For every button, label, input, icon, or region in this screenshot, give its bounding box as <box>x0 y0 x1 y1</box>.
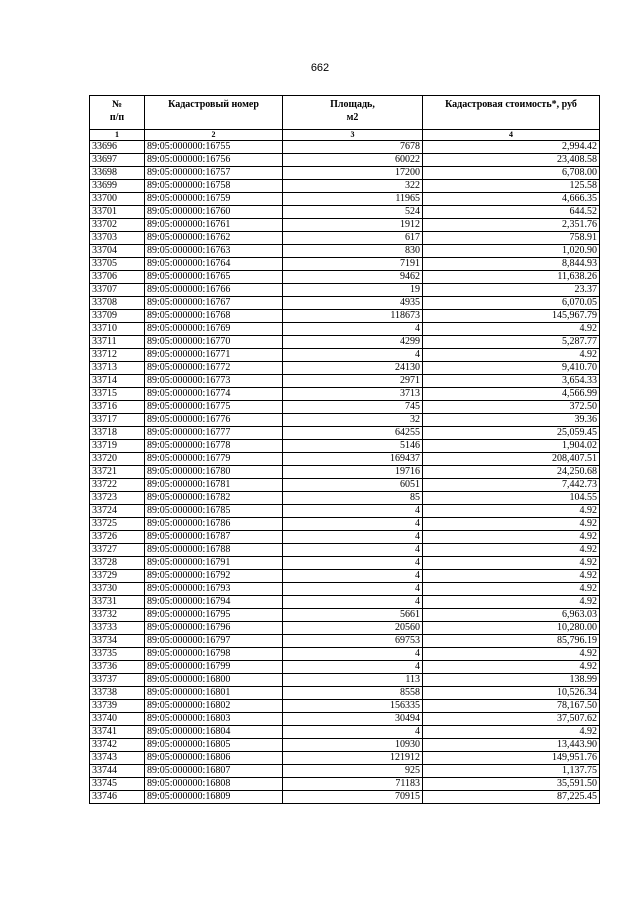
row-number-cell: 33705 <box>90 258 145 271</box>
cadastral-cost-cell: 4.92 <box>423 557 600 570</box>
area-cell: 617 <box>283 232 423 245</box>
cadastral-cost-cell: 7,442.73 <box>423 479 600 492</box>
row-number-cell: 33734 <box>90 635 145 648</box>
area-cell: 32 <box>283 414 423 427</box>
row-number-cell: 33696 <box>90 141 145 154</box>
area-cell: 8558 <box>283 687 423 700</box>
row-number-cell: 33736 <box>90 661 145 674</box>
cadastral-cost-cell: 4.92 <box>423 531 600 544</box>
table-row <box>90 336 600 349</box>
row-number-cell: 33707 <box>90 284 145 297</box>
cadastral-number-cell: 89:05:000000:16800 <box>145 674 283 687</box>
cadastral-cost-cell: 37,507.62 <box>423 713 600 726</box>
header-row-number: № п/п <box>90 96 145 130</box>
row-number-cell: 33717 <box>90 414 145 427</box>
cadastral-cost-cell: 149,951.76 <box>423 752 600 765</box>
cadastral-number-cell: 89:05:000000:16779 <box>145 453 283 466</box>
table-row <box>90 518 600 531</box>
row-number-cell: 33714 <box>90 375 145 388</box>
area-cell: 121912 <box>283 752 423 765</box>
table-row <box>90 297 600 310</box>
table-row <box>90 752 600 765</box>
table-row <box>90 180 600 193</box>
table-row <box>90 609 600 622</box>
row-number-cell: 33697 <box>90 154 145 167</box>
column-number-row <box>90 130 600 141</box>
row-number-cell: 33723 <box>90 492 145 505</box>
cadastral-number-cell: 89:05:000000:16781 <box>145 479 283 492</box>
area-cell: 11965 <box>283 193 423 206</box>
table-row <box>90 245 600 258</box>
cadastral-number-cell: 89:05:000000:16780 <box>145 466 283 479</box>
table-row <box>90 232 600 245</box>
cadastral-cost-cell: 4.92 <box>423 648 600 661</box>
cadastral-number-cell: 89:05:000000:16788 <box>145 544 283 557</box>
cadastral-number-cell: 89:05:000000:16801 <box>145 687 283 700</box>
area-cell: 169437 <box>283 453 423 466</box>
row-number-cell: 33731 <box>90 596 145 609</box>
cadastral-table <box>89 95 600 804</box>
cadastral-number-cell: 89:05:000000:16804 <box>145 726 283 739</box>
table-row <box>90 674 600 687</box>
area-cell: 69753 <box>283 635 423 648</box>
table-row <box>90 271 600 284</box>
table-row <box>90 258 600 271</box>
cadastral-cost-cell: 4.92 <box>423 544 600 557</box>
cadastral-cost-cell: 10,526.34 <box>423 687 600 700</box>
cadastral-cost-cell: 4.92 <box>423 570 600 583</box>
cadastral-number-cell: 89:05:000000:16772 <box>145 362 283 375</box>
area-cell: 4 <box>283 531 423 544</box>
cadastral-number-cell: 89:05:000000:16778 <box>145 440 283 453</box>
cadastral-cost-cell: 25,059.45 <box>423 427 600 440</box>
cadastral-number-cell: 89:05:000000:16760 <box>145 206 283 219</box>
row-number-cell: 33709 <box>90 310 145 323</box>
table-row <box>90 648 600 661</box>
row-number-cell: 33738 <box>90 687 145 700</box>
cadastral-cost-cell: 1,020.90 <box>423 245 600 258</box>
cadastral-cost-cell: 6,963.03 <box>423 609 600 622</box>
table-row <box>90 141 600 154</box>
page-number: 662 <box>310 62 330 74</box>
cadastral-number-cell: 89:05:000000:16768 <box>145 310 283 323</box>
header-row <box>90 96 600 130</box>
cadastral-number-cell: 89:05:000000:16791 <box>145 557 283 570</box>
cadastral-cost-cell: 125.58 <box>423 180 600 193</box>
table-row <box>90 726 600 739</box>
cadastral-cost-cell: 10,280.00 <box>423 622 600 635</box>
cadastral-cost-cell: 4,666.35 <box>423 193 600 206</box>
cadastral-number-cell: 89:05:000000:16803 <box>145 713 283 726</box>
row-number-cell: 33729 <box>90 570 145 583</box>
cadastral-number-cell: 89:05:000000:16766 <box>145 284 283 297</box>
cadastral-number-cell: 89:05:000000:16764 <box>145 258 283 271</box>
cadastral-cost-cell: 372.50 <box>423 401 600 414</box>
cadastral-number-cell: 89:05:000000:16770 <box>145 336 283 349</box>
row-number-cell: 33710 <box>90 323 145 336</box>
cadastral-number-cell: 89:05:000000:16785 <box>145 505 283 518</box>
area-cell: 830 <box>283 245 423 258</box>
row-number-cell: 33715 <box>90 388 145 401</box>
row-number-cell: 33732 <box>90 609 145 622</box>
cadastral-number-cell: 89:05:000000:16782 <box>145 492 283 505</box>
table-row <box>90 479 600 492</box>
cadastral-number-cell: 89:05:000000:16808 <box>145 778 283 791</box>
cadastral-number-cell: 89:05:000000:16807 <box>145 765 283 778</box>
row-number-cell: 33746 <box>90 791 145 804</box>
area-cell: 2971 <box>283 375 423 388</box>
cadastral-cost-cell: 11,638.26 <box>423 271 600 284</box>
cadastral-cost-cell: 23,408.58 <box>423 154 600 167</box>
row-number-cell: 33725 <box>90 518 145 531</box>
cadastral-cost-cell: 35,591.50 <box>423 778 600 791</box>
cadastral-number-cell: 89:05:000000:16773 <box>145 375 283 388</box>
area-cell: 4 <box>283 726 423 739</box>
table-row <box>90 583 600 596</box>
cadastral-number-cell: 89:05:000000:16757 <box>145 167 283 180</box>
row-number-cell: 33701 <box>90 206 145 219</box>
row-number-cell: 33719 <box>90 440 145 453</box>
column-number: 1 <box>90 130 145 141</box>
cadastral-cost-cell: 5,287.77 <box>423 336 600 349</box>
cadastral-cost-cell: 4.92 <box>423 349 600 362</box>
table-row <box>90 791 600 804</box>
table-row <box>90 570 600 583</box>
cadastral-number-cell: 89:05:000000:16776 <box>145 414 283 427</box>
cadastral-number-cell: 89:05:000000:16796 <box>145 622 283 635</box>
cadastral-number-cell: 89:05:000000:16765 <box>145 271 283 284</box>
area-cell: 4299 <box>283 336 423 349</box>
cadastral-cost-cell: 4.92 <box>423 323 600 336</box>
table-row <box>90 154 600 167</box>
table-row <box>90 427 600 440</box>
area-cell: 71183 <box>283 778 423 791</box>
area-cell: 10930 <box>283 739 423 752</box>
area-cell: 745 <box>283 401 423 414</box>
table-row <box>90 687 600 700</box>
table-row <box>90 596 600 609</box>
row-number-cell: 33730 <box>90 583 145 596</box>
cadastral-cost-cell: 4,566.99 <box>423 388 600 401</box>
row-number-cell: 33737 <box>90 674 145 687</box>
area-cell: 17200 <box>283 167 423 180</box>
cadastral-cost-cell: 24,250.68 <box>423 466 600 479</box>
row-number-cell: 33727 <box>90 544 145 557</box>
cadastral-cost-cell: 4.92 <box>423 726 600 739</box>
row-number-cell: 33702 <box>90 219 145 232</box>
header-cadastral-cost: Кадастровая стоимость*, руб <box>423 96 600 130</box>
area-cell: 5146 <box>283 440 423 453</box>
area-cell: 19716 <box>283 466 423 479</box>
cadastral-cost-cell: 4.92 <box>423 505 600 518</box>
cadastral-cost-cell: 87,225.45 <box>423 791 600 804</box>
row-number-cell: 33735 <box>90 648 145 661</box>
area-cell: 4 <box>283 596 423 609</box>
cadastral-cost-cell: 138.99 <box>423 674 600 687</box>
row-number-cell: 33708 <box>90 297 145 310</box>
cadastral-cost-cell: 4.92 <box>423 661 600 674</box>
cadastral-cost-cell: 4.92 <box>423 518 600 531</box>
cadastral-cost-cell: 3,654.33 <box>423 375 600 388</box>
area-cell: 4 <box>283 583 423 596</box>
row-number-cell: 33706 <box>90 271 145 284</box>
area-cell: 4 <box>283 323 423 336</box>
table-row <box>90 453 600 466</box>
table-row <box>90 505 600 518</box>
table-row <box>90 557 600 570</box>
cadastral-cost-cell: 23.37 <box>423 284 600 297</box>
cadastral-number-cell: 89:05:000000:16761 <box>145 219 283 232</box>
cadastral-cost-cell: 644.52 <box>423 206 600 219</box>
row-number-cell: 33724 <box>90 505 145 518</box>
area-cell: 925 <box>283 765 423 778</box>
row-number-cell: 33699 <box>90 180 145 193</box>
cadastral-number-cell: 89:05:000000:16755 <box>145 141 283 154</box>
area-cell: 4 <box>283 349 423 362</box>
cadastral-number-cell: 89:05:000000:16758 <box>145 180 283 193</box>
cadastral-cost-cell: 104.55 <box>423 492 600 505</box>
cadastral-cost-cell: 2,351.76 <box>423 219 600 232</box>
cadastral-cost-cell: 13,443.90 <box>423 739 600 752</box>
area-cell: 4 <box>283 518 423 531</box>
area-cell: 64255 <box>283 427 423 440</box>
table-row <box>90 167 600 180</box>
table-row <box>90 635 600 648</box>
cadastral-number-cell: 89:05:000000:16797 <box>145 635 283 648</box>
cadastral-number-cell: 89:05:000000:16787 <box>145 531 283 544</box>
row-number-cell: 33703 <box>90 232 145 245</box>
cadastral-cost-cell: 208,407.51 <box>423 453 600 466</box>
cadastral-cost-cell: 4.92 <box>423 596 600 609</box>
cadastral-number-cell: 89:05:000000:16795 <box>145 609 283 622</box>
row-number-cell: 33728 <box>90 557 145 570</box>
row-number-cell: 33720 <box>90 453 145 466</box>
area-cell: 113 <box>283 674 423 687</box>
cadastral-number-cell: 89:05:000000:16771 <box>145 349 283 362</box>
row-number-cell: 33739 <box>90 700 145 713</box>
cadastral-cost-cell: 8,844.93 <box>423 258 600 271</box>
row-number-cell: 33733 <box>90 622 145 635</box>
column-number: 3 <box>283 130 423 141</box>
cadastral-cost-cell: 9,410.70 <box>423 362 600 375</box>
cadastral-number-cell: 89:05:000000:16809 <box>145 791 283 804</box>
table-row <box>90 323 600 336</box>
row-number-cell: 33700 <box>90 193 145 206</box>
table-row <box>90 310 600 323</box>
cadastral-number-cell: 89:05:000000:16769 <box>145 323 283 336</box>
area-cell: 4 <box>283 505 423 518</box>
column-number: 2 <box>145 130 283 141</box>
area-cell: 156335 <box>283 700 423 713</box>
cadastral-cost-cell: 758.91 <box>423 232 600 245</box>
row-number-cell: 33721 <box>90 466 145 479</box>
cadastral-number-cell: 89:05:000000:16806 <box>145 752 283 765</box>
table-row <box>90 375 600 388</box>
cadastral-number-cell: 89:05:000000:16763 <box>145 245 283 258</box>
table-row <box>90 388 600 401</box>
cadastral-number-cell: 89:05:000000:16794 <box>145 596 283 609</box>
area-cell: 24130 <box>283 362 423 375</box>
area-cell: 7678 <box>283 141 423 154</box>
header-area: Площадь, м2 <box>283 96 423 130</box>
row-number-cell: 33712 <box>90 349 145 362</box>
table-row <box>90 401 600 414</box>
cadastral-number-cell: 89:05:000000:16767 <box>145 297 283 310</box>
cadastral-cost-cell: 6,708.00 <box>423 167 600 180</box>
table-row <box>90 284 600 297</box>
area-cell: 9462 <box>283 271 423 284</box>
cadastral-cost-cell: 78,167.50 <box>423 700 600 713</box>
table-row <box>90 362 600 375</box>
table-row <box>90 661 600 674</box>
area-cell: 4 <box>283 648 423 661</box>
row-number-cell: 33742 <box>90 739 145 752</box>
area-cell: 4 <box>283 570 423 583</box>
table-row <box>90 739 600 752</box>
cadastral-cost-cell: 4.92 <box>423 583 600 596</box>
row-number-cell: 33744 <box>90 765 145 778</box>
row-number-cell: 33713 <box>90 362 145 375</box>
row-number-cell: 33698 <box>90 167 145 180</box>
cadastral-number-cell: 89:05:000000:16774 <box>145 388 283 401</box>
area-cell: 60022 <box>283 154 423 167</box>
area-cell: 1912 <box>283 219 423 232</box>
area-cell: 524 <box>283 206 423 219</box>
area-cell: 4 <box>283 557 423 570</box>
table-row <box>90 466 600 479</box>
header-cadastral-number: Кадастровый номер <box>145 96 283 130</box>
area-cell: 19 <box>283 284 423 297</box>
area-cell: 3713 <box>283 388 423 401</box>
row-number-cell: 33722 <box>90 479 145 492</box>
cadastral-cost-cell: 39.36 <box>423 414 600 427</box>
row-number-cell: 33745 <box>90 778 145 791</box>
table-row <box>90 700 600 713</box>
area-cell: 85 <box>283 492 423 505</box>
table-row <box>90 193 600 206</box>
table-row <box>90 765 600 778</box>
table-row <box>90 544 600 557</box>
row-number-cell: 33740 <box>90 713 145 726</box>
cadastral-number-cell: 89:05:000000:16798 <box>145 648 283 661</box>
area-cell: 6051 <box>283 479 423 492</box>
area-cell: 20560 <box>283 622 423 635</box>
cadastral-cost-cell: 145,967.79 <box>423 310 600 323</box>
table-row <box>90 414 600 427</box>
cadastral-number-cell: 89:05:000000:16756 <box>145 154 283 167</box>
area-cell: 30494 <box>283 713 423 726</box>
row-number-cell: 33716 <box>90 401 145 414</box>
cadastral-number-cell: 89:05:000000:16802 <box>145 700 283 713</box>
cadastral-cost-cell: 2,994.42 <box>423 141 600 154</box>
area-cell: 7191 <box>283 258 423 271</box>
cadastral-number-cell: 89:05:000000:16777 <box>145 427 283 440</box>
cadastral-number-cell: 89:05:000000:16759 <box>145 193 283 206</box>
row-number-cell: 33718 <box>90 427 145 440</box>
cadastral-cost-cell: 1,137.75 <box>423 765 600 778</box>
cadastral-cost-cell: 85,796.19 <box>423 635 600 648</box>
table-row <box>90 713 600 726</box>
cadastral-number-cell: 89:05:000000:16792 <box>145 570 283 583</box>
cadastral-cost-cell: 1,904.02 <box>423 440 600 453</box>
column-number: 4 <box>423 130 600 141</box>
area-cell: 4 <box>283 544 423 557</box>
cadastral-cost-cell: 6,070.05 <box>423 297 600 310</box>
area-cell: 322 <box>283 180 423 193</box>
table-row <box>90 622 600 635</box>
area-cell: 118673 <box>283 310 423 323</box>
row-number-cell: 33741 <box>90 726 145 739</box>
table-row <box>90 219 600 232</box>
row-number-cell: 33726 <box>90 531 145 544</box>
cadastral-number-cell: 89:05:000000:16786 <box>145 518 283 531</box>
table-row <box>90 778 600 791</box>
table-row <box>90 531 600 544</box>
area-cell: 4 <box>283 661 423 674</box>
row-number-cell: 33743 <box>90 752 145 765</box>
area-cell: 4935 <box>283 297 423 310</box>
row-number-cell: 33711 <box>90 336 145 349</box>
cadastral-number-cell: 89:05:000000:16762 <box>145 232 283 245</box>
table-body <box>90 141 600 804</box>
cadastral-number-cell: 89:05:000000:16775 <box>145 401 283 414</box>
cadastral-number-cell: 89:05:000000:16793 <box>145 583 283 596</box>
area-cell: 5661 <box>283 609 423 622</box>
table-row <box>90 492 600 505</box>
table-row <box>90 349 600 362</box>
row-number-cell: 33704 <box>90 245 145 258</box>
table-row <box>90 440 600 453</box>
cadastral-number-cell: 89:05:000000:16805 <box>145 739 283 752</box>
cadastral-number-cell: 89:05:000000:16799 <box>145 661 283 674</box>
table-row <box>90 206 600 219</box>
area-cell: 70915 <box>283 791 423 804</box>
